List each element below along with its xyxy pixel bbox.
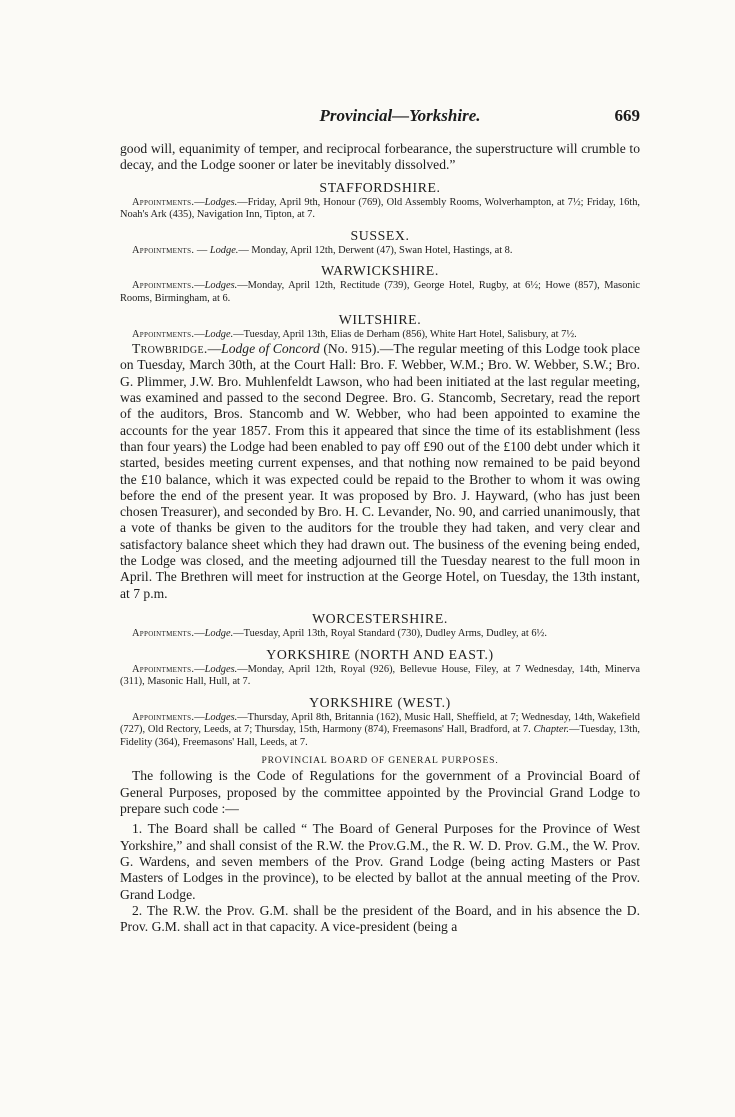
trowbridge-lodge: Lodge of Concord <box>221 341 320 357</box>
appointments-text: —Tuesday, April 13th, Royal Standard (730), Dudley Arms, Dudley, at 6½. <box>233 627 547 639</box>
appointments-label: Appointments. <box>132 711 195 723</box>
appointments-warwickshire: Appointments.—Lodges.—Monday, April 12th, Rectitude (739), George Hotel, Rugby, at 6½; Howe (857), Masonic Rooms, Birmingham, at 6. <box>120 280 640 304</box>
section-heading-yorkshire-west: YORKSHIRE (WEST.) <box>309 694 451 710</box>
running-title: Provincial—Yorkshire. <box>319 106 481 125</box>
trowbridge-report: Trowbridge.—Lodge of Concord (No. 915).—The regular meeting of this Lodge took place on Tuesday, March 30th, at the Court Hall: Bro. F. Webber, W.M.; Bro. W. Webber, S.W.; Bro. G. Plimmer, J.W. Bro. Muhlenfeldt Lawson, who had been initiated at the last regular meeting, was examined and passed to the second Degree. Bro. G. Stancomb, Secretary, read the report of the auditors, Bros. Stancomb and W. Webber, who had been appointed to examine the accounts for the year 1857. From this it appeared that since the time of its establishment (less than four years) the Lodge had been enabled to pay off £90 out of the £100 debt under which it started, besides meeting current expenses, and that nothing now remained to be paid beyond the £10 balance, which it was expected could be repaid to the Brother to whom it was owing before the end of the present year. It was proposed by Bro. J. Hayward, (who has just been chosen Treasurer), and seconded by Bro. H. C. Levander, No. 90, and carried unanimously, that a vote of thanks be given to the auditors for the trouble they had taken, and very clear and satisfactory balance sheet which they had drawn out. The business of the evening being ended, the Lodge was closed, and the meeting adjourned till the Tuesday nearest to the full moon in April. The Brethren will meet for instruction at the George Hotel, on Tuesday, the 13th instant, at 7 p.m. <box>120 341 640 601</box>
appointments-label: Appointments. <box>132 627 195 639</box>
appointments-yorkshire-north-east: Appointments.—Lodges.—Monday, April 12th, Royal (926), Bellevue House, Filey, at 7 Wednesday, 14th, Minerva (311), Masonic Hall, Hull, at 7. <box>120 663 640 688</box>
trowbridge-text: (No. 915).—The regular meeting of this Lodge took place on Tuesday, March 30th, at the Court Hall: Bro. F. Webber, W.M.; Bro. W. Webber, S.W.; Bro. G. Plimmer, J.W. Bro. Muhlenfeldt Lawson, who had been initiated at the last regular meeting, was examined and passed to the second Degree. Bro. G. Stancomb, Secretary, read the report of the auditors, Bros. Stancomb and W. Webber, who had been appointed to examine the accounts for the year 1857. From this it appeared that since the time of its establishment (less than four years) the Lodge had been enabled to pay off £90 out of the £100 debt under which it started, besides meeting current expenses, and that nothing now remained to be paid beyond the £10 balance, which it was expected could be repaid to the Brother to whom it was owing before the end of the present year. It was proposed by Bro. J. Hayward, (who has just been chosen Treasurer), and seconded by Bro. H. C. Levander, No. 90, and carried unanimously, that a vote of thanks be given to the auditors for the trouble they had taken, and very clear and satisfactory balance sheet which they had drawn out. The business of the evening being ended, the Lodge was closed, and the meeting adjourned till the Tuesday nearest to the full moon in April. The Brethren will meet for instruction at the George Hotel, on Tuesday, the 13th instant, at 7 p.m. <box>120 341 640 601</box>
appointments-kind: Lodges. <box>204 196 238 208</box>
board-intro: The following is the Code of Regulations for the government of a Provincial Board of General Purposes, proposed by the committee appointed by the Provincial Grand Lodge to prepare such code :— <box>120 768 640 817</box>
appointments-kind-chapter: Chapter. <box>533 724 570 736</box>
appointments-text: —Monday, April 12th, Royal (926), Bellevue House, Filey, at 7 Wednesday, 14th, Minerva (311), Masonic Hall, Hull, at 7. <box>120 663 640 688</box>
appointments-text: — Monday, April 12th, Derwent (47), Swan Hotel, Hastings, at 8. <box>238 244 513 256</box>
section-heading-wiltshire: WILTSHIRE. <box>338 311 422 327</box>
appointments-wiltshire: Appointments.—Lodge.—Tuesday, April 13th, Elias de Derham (856), White Hart Hotel, Salisbury, at 7½. <box>132 328 577 340</box>
page-body <box>120 141 640 935</box>
appointments-label: Appointments. <box>132 244 195 256</box>
appointments-kind: Lodge. <box>204 627 234 639</box>
appointments-kind: Lodges. <box>204 663 238 675</box>
appointments-label: Appointments. <box>132 328 195 340</box>
section-heading-warwickshire: WARWICKSHIRE. <box>321 263 439 279</box>
section-heading-yorkshire-north-east: YORKSHIRE (NORTH AND EAST.) <box>266 646 494 662</box>
appointments-text: —Monday, April 12th, Rectitude (739), George Hotel, Rugby, at 6½; Howe (857), Masonic Rooms, Birmingham, at 6. <box>120 280 640 304</box>
board-heading: PROVINCIAL BOARD OF GENERAL PURPOSES. <box>261 755 499 767</box>
appointments-text-chapter: —Tuesday, 13th, Fidelity (364), Freemasons' Hall, Leeds, at 7. <box>120 724 640 748</box>
section-heading-worcestershire: WORCESTERSHIRE. <box>312 610 448 626</box>
appointments-sussex: Appointments. — Lodge.— Monday, April 12th, Derwent (47), Swan Hotel, Hastings, at 8. <box>132 244 513 256</box>
appointments-text: —Friday, April 9th, Honour (769), Old Assembly Rooms, Wolverhampton, at 7½; Friday, 16th, Noah's Ark (435), Navigation Inn, Tipton, at 7. <box>120 196 640 221</box>
section-heading-staffordshire: STAFFORDSHIRE. <box>319 179 441 195</box>
board-rule-2: 2. The R.W. the Prov. G.M. shall be the president of the Board, and in his absence the D. Prov. G.M. shall act in that capacity. A vice-president (being a <box>120 902 640 935</box>
appointments-worcestershire: Appointments.—Lodge.—Tuesday, April 13th, Royal Standard (730), Dudley Arms, Dudley, at 6½. <box>132 627 547 639</box>
appointments-text: —Thursday, April 8th, Britannia (162), Music Hall, Sheffield, at 7; Wednesday, 14th, Wakefield (727), Old Rectory, Leeds, at 7; Thursday, 15th, Harmony (874), Freemasons' Hall, Bradford, at 7. <box>120 711 640 736</box>
board-rule-1: 1. The Board shall be called “ The Board of General Purposes for the Province of West Yorkshire,” and shall consist of the R.W. the Prov.G.M., the R. W. D. Prov. G.M., the W. Prov. G. Wardens, and seven members of the Prov. Grand Lodge (being acting Masters or Past Masters of Lodges in the province), to be elected by ballot at the annual meeting of the Prov. Grand Lodge. <box>120 821 640 902</box>
appointments-kind: Lodge. <box>209 244 239 256</box>
intro-paragraph: good will, equanimity of temper, and reciprocal forbearance, the superstructure will crumble to decay, and the Lodge sooner or later be inevitably dissolved.” <box>120 141 640 173</box>
appointments-kind: Lodges. <box>204 280 238 292</box>
appointments-label: Appointments. <box>132 663 195 675</box>
appointments-label: Appointments. <box>132 196 195 208</box>
appointments-staffordshire: Appointments.—Lodges.—Friday, April 9th, Honour (769), Old Assembly Rooms, Wolverhampton, at 7½; Friday, 16th, Noah's Ark (435), Navigation Inn, Tipton, at 7. <box>120 196 640 221</box>
appointments-kind: Lodges. <box>204 711 238 723</box>
section-heading-sussex: SUSSEX. <box>350 227 410 243</box>
appointments-label: Appointments. <box>132 280 195 292</box>
trowbridge-place: Trowbridge. <box>132 341 208 357</box>
page-header <box>120 106 640 128</box>
appointments-yorkshire-west: Appointments.—Lodges.—Thursday, April 8th, Britannia (162), Music Hall, Sheffield, at 7; Wednesday, 14th, Wakefield (727), Old Rectory, Leeds, at 7; Thursday, 15th, Harmony (874), Freemasons' Hall, Bradford, at 7. Chapter.—Tuesday, 13th, Fidelity (364), Freemasons' Hall, Leeds, at 7. <box>120 711 640 748</box>
appointments-kind: Lodge. <box>204 328 234 340</box>
page-number: 669 <box>614 106 640 125</box>
appointments-text: —Tuesday, April 13th, Elias de Derham (856), White Hart Hotel, Salisbury, at 7½. <box>233 328 577 340</box>
